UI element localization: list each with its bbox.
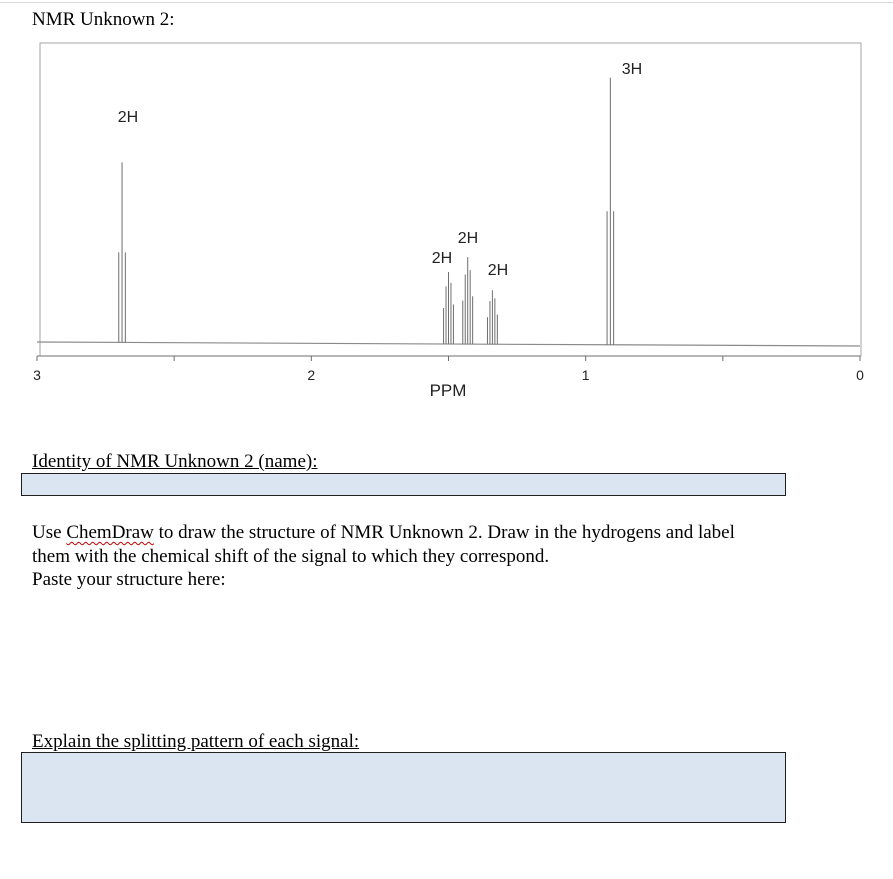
page-top-rule <box>0 2 893 3</box>
instructions-line-3: Paste your structure here: <box>32 569 226 590</box>
structure-paste-area[interactable] <box>21 600 786 720</box>
instructions-text: to draw the structure of NMR Unknown 2. Draw in the hydrogens and label <box>153 522 735 543</box>
instructions-text: Use <box>32 522 67 543</box>
x-tick-label-0: 0 <box>856 367 864 383</box>
identity-answer-box[interactable] <box>21 473 786 496</box>
integration-label-5: 3H <box>621 61 643 78</box>
integration-label-3: 2H <box>457 230 479 247</box>
splitting-answer-box[interactable] <box>21 752 786 823</box>
document-title: NMR Unknown 2: <box>32 9 175 30</box>
peak-3 <box>463 257 473 344</box>
peak-2 <box>444 272 454 344</box>
x-axis <box>33 356 864 383</box>
integration-label-4: 2H <box>487 262 509 279</box>
nmr-spectrum-chart <box>0 36 893 406</box>
instructions-line-1 <box>32 521 802 545</box>
identity-question: Identity of NMR Unknown 2 (name): <box>32 451 318 472</box>
spectrum-trace <box>37 78 860 346</box>
x-tick-label-3: 3 <box>33 367 41 383</box>
splitting-question: Explain the splitting pattern of each signal: <box>32 731 360 752</box>
instructions-line-2: them with the chemical shift of the signal to which they correspond. <box>32 545 550 567</box>
peak-1 <box>119 162 126 342</box>
peak-4 <box>487 290 497 344</box>
integration-labels <box>118 61 642 279</box>
x-axis-label: PPM <box>429 381 467 400</box>
structure-instructions <box>32 521 802 592</box>
x-tick-label-1: 1 <box>581 367 590 383</box>
integration-label-2: 2H <box>431 250 453 267</box>
peak-5 <box>607 78 614 345</box>
spellcheck-flagged-word: ChemDraw <box>66 522 154 543</box>
integration-label-1: 2H <box>117 109 139 126</box>
x-tick-label-2: 2 <box>307 367 316 383</box>
